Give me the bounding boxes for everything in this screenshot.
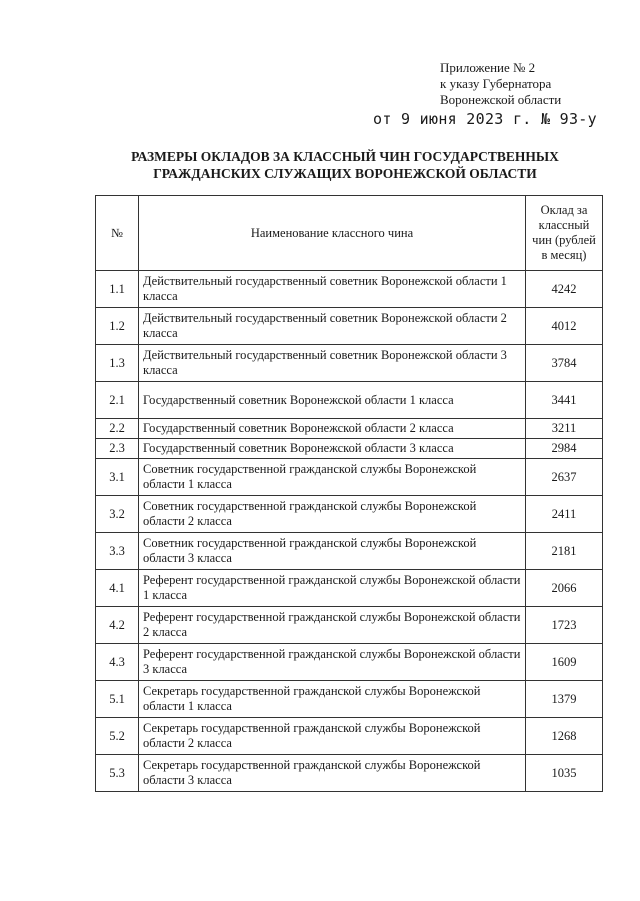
row-name: Секретарь государственной гражданской службы Воронежской области 3 класса — [139, 755, 526, 792]
row-salary: 1035 — [526, 755, 603, 792]
row-num: 3.2 — [96, 496, 139, 533]
row-salary: 1609 — [526, 644, 603, 681]
row-salary: 3211 — [526, 419, 603, 439]
row-name: Советник государственной гражданской службы Воронежской области 2 класса — [139, 496, 526, 533]
table-row — [96, 681, 603, 718]
table-row — [96, 533, 603, 570]
row-num: 5.2 — [96, 718, 139, 755]
row-num: 2.1 — [96, 382, 139, 419]
title-line: ГРАЖДАНСКИХ СЛУЖАЩИХ ВОРОНЕЖСКОЙ ОБЛАСТИ — [153, 166, 537, 181]
row-num: 5.1 — [96, 681, 139, 718]
row-name: Референт государственной гражданской службы Воронежской области 1 класса — [139, 570, 526, 607]
appendix-line: Воронежской области — [440, 92, 562, 107]
row-salary: 3784 — [526, 345, 603, 382]
table-row — [96, 607, 603, 644]
row-salary: 1723 — [526, 607, 603, 644]
appendix-line: к указу Губернатора — [440, 76, 552, 91]
row-num: 5.3 — [96, 755, 139, 792]
document-title — [95, 148, 595, 182]
table-row — [96, 308, 603, 345]
table-row — [96, 382, 603, 419]
row-salary: 4012 — [526, 308, 603, 345]
appendix-line: Приложение № 2 — [440, 60, 536, 75]
table-row — [96, 271, 603, 308]
table-header-row — [96, 196, 603, 271]
row-salary: 2637 — [526, 459, 603, 496]
table-row — [96, 755, 603, 792]
row-name: Советник государственной гражданской службы Воронежской области 1 класса — [139, 459, 526, 496]
row-num: 1.1 — [96, 271, 139, 308]
table-row — [96, 419, 603, 439]
row-num: 2.2 — [96, 419, 139, 439]
row-num: 3.3 — [96, 533, 139, 570]
row-name: Действительный государственный советник Воронежской области 3 класса — [139, 345, 526, 382]
row-name: Государственный советник Воронежской области 2 класса — [139, 419, 526, 439]
table-row — [96, 570, 603, 607]
row-num: 4.2 — [96, 607, 139, 644]
table-row — [96, 644, 603, 681]
row-name: Секретарь государственной гражданской службы Воронежской области 1 класса — [139, 681, 526, 718]
row-salary: 2066 — [526, 570, 603, 607]
salary-table — [95, 195, 603, 792]
row-name: Референт государственной гражданской службы Воронежской области 2 класса — [139, 607, 526, 644]
title-line: РАЗМЕРЫ ОКЛАДОВ ЗА КЛАССНЫЙ ЧИН ГОСУДАРСТВЕННЫХ — [131, 149, 559, 164]
row-name: Секретарь государственной гражданской службы Воронежской области 2 класса — [139, 718, 526, 755]
row-salary: 4242 — [526, 271, 603, 308]
row-name: Действительный государственный советник Воронежской области 2 класса — [139, 308, 526, 345]
header-name: Наименование классного чина — [139, 196, 526, 271]
table-row — [96, 496, 603, 533]
row-salary: 3441 — [526, 382, 603, 419]
row-salary: 2411 — [526, 496, 603, 533]
row-num: 4.1 — [96, 570, 139, 607]
row-name: Референт государственной гражданской службы Воронежской области 3 класса — [139, 644, 526, 681]
table-row — [96, 459, 603, 496]
header-salary: Оклад за классный чин (рублей в месяц) — [526, 196, 603, 271]
table-row — [96, 439, 603, 459]
row-num: 2.3 — [96, 439, 139, 459]
row-num: 3.1 — [96, 459, 139, 496]
appendix-block — [440, 60, 561, 108]
row-salary: 2181 — [526, 533, 603, 570]
decree-date-stamp: от 9 июня 2023 г. № 93-у — [373, 110, 597, 128]
row-num: 4.3 — [96, 644, 139, 681]
row-salary: 1379 — [526, 681, 603, 718]
row-name: Государственный советник Воронежской области 3 класса — [139, 439, 526, 459]
row-name: Действительный государственный советник Воронежской области 1 класса — [139, 271, 526, 308]
row-name: Государственный советник Воронежской области 1 класса — [139, 382, 526, 419]
row-num: 1.3 — [96, 345, 139, 382]
table-row — [96, 718, 603, 755]
row-name: Советник государственной гражданской службы Воронежской области 3 класса — [139, 533, 526, 570]
row-salary: 1268 — [526, 718, 603, 755]
table-row — [96, 345, 603, 382]
row-num: 1.2 — [96, 308, 139, 345]
header-num: № — [96, 196, 139, 271]
row-salary: 2984 — [526, 439, 603, 459]
